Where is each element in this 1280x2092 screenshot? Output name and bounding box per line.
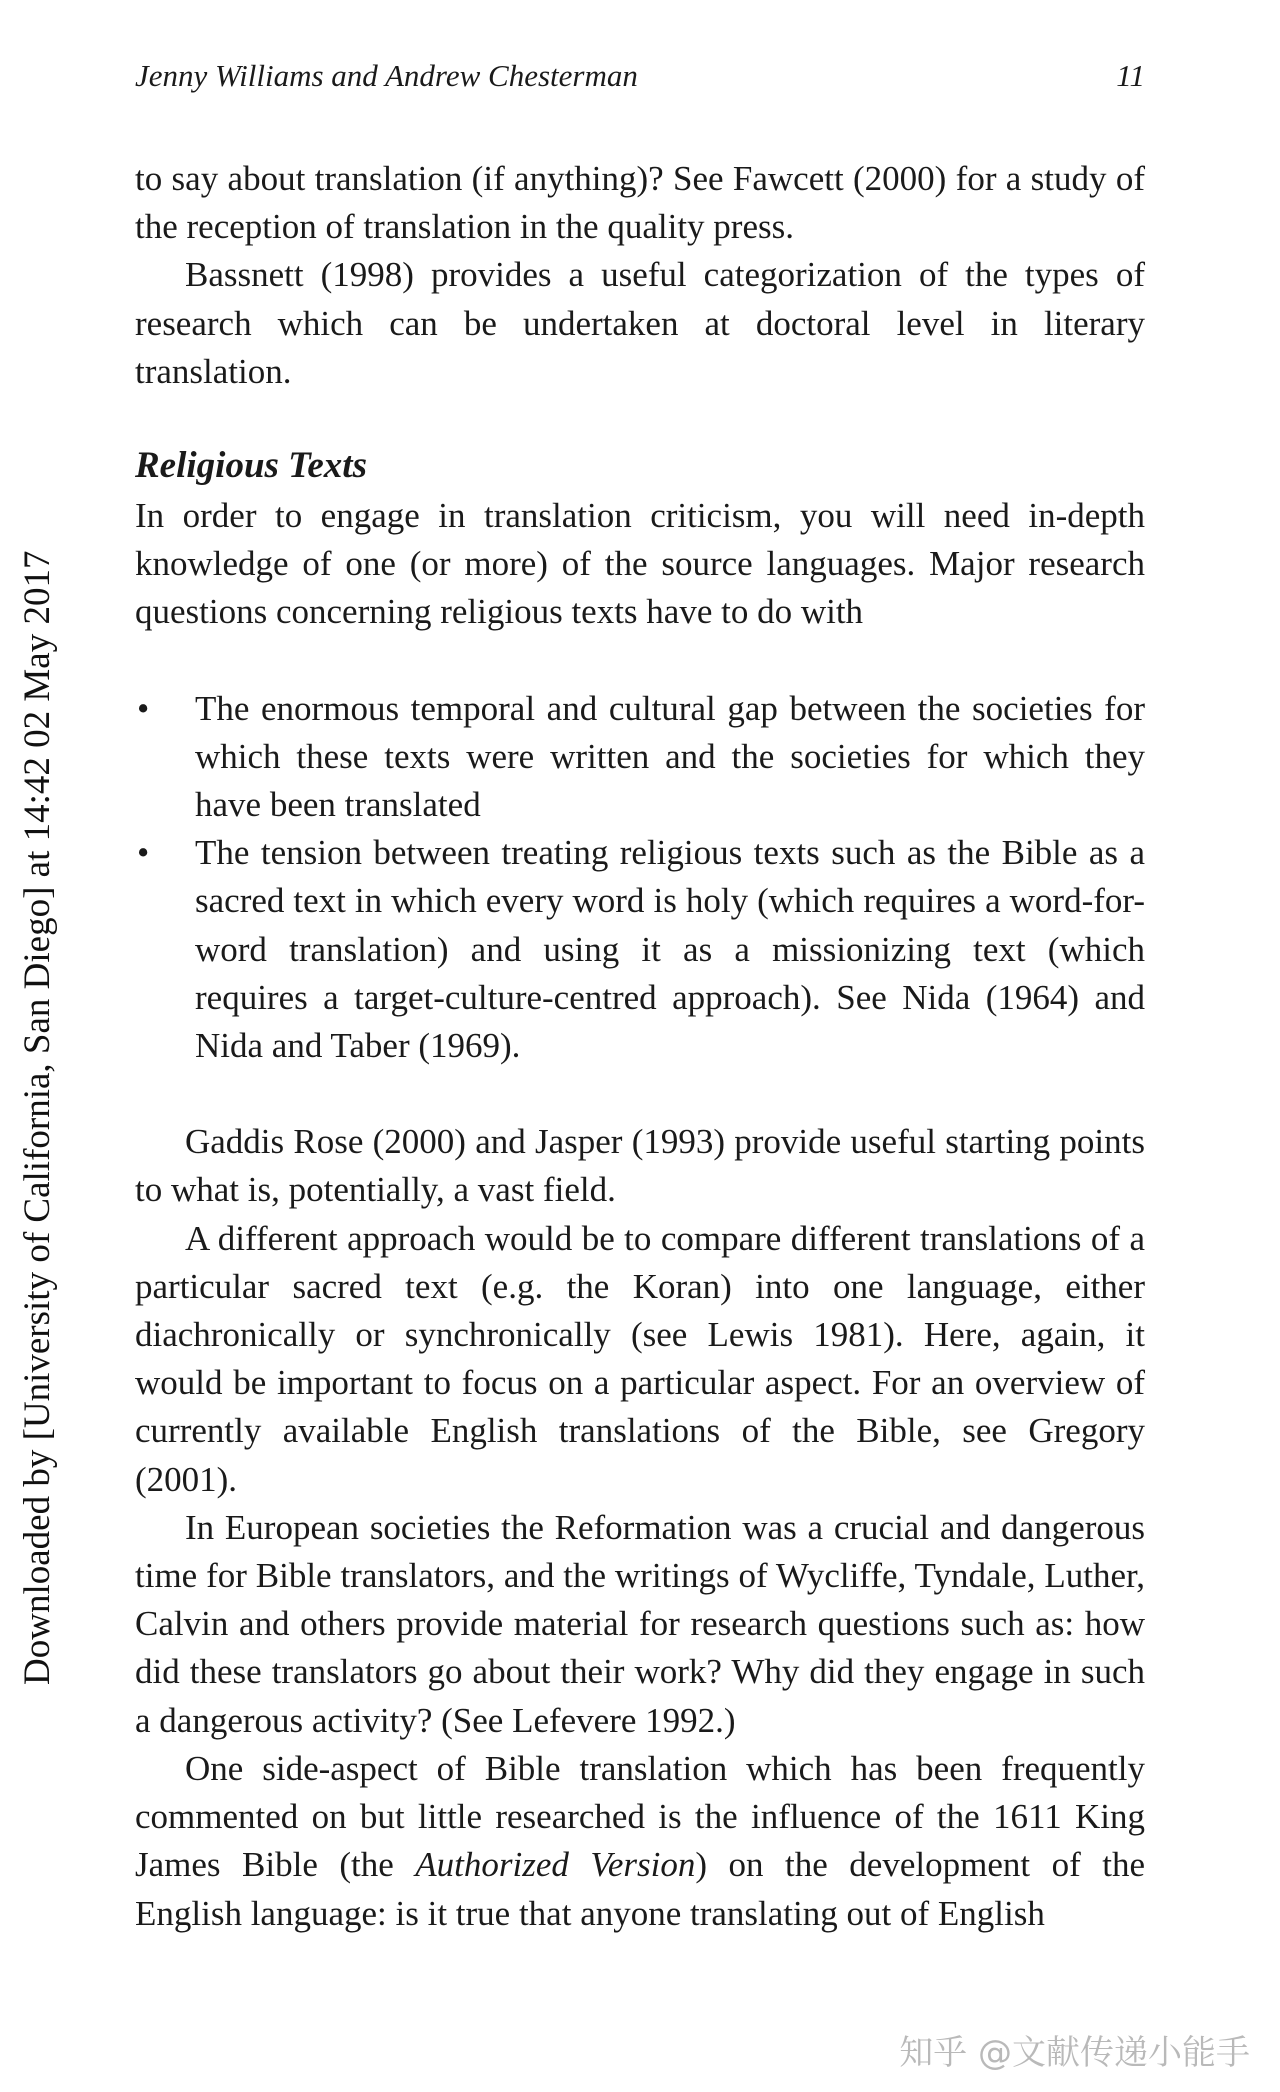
running-head	[135, 56, 1145, 96]
page-body	[135, 155, 1145, 1938]
watermark: 知乎 @文献传递小能手	[899, 2033, 1250, 2073]
paragraph: In European societies the Reformation was a crucial and dangerous time for Bible translators, and the writings of Wycliffe, Tyndale, Luther, Calvin and others provide material for research questions such as: how did these translators go about their work? Why did they engage in such a dangerous activity? (See Lefevere 1992.)	[135, 1507, 1145, 1740]
section-heading: Religious Texts	[135, 445, 367, 487]
list-item-text: The tension between treating religious texts such as the Bible as a sacred text in which every word is holy (which requires a word-for-word translation) and using it as a missionizing text (which requires a target-culture-centred approach). See Nida (1964) and Nida and Taber (1969).	[195, 833, 1145, 1066]
download-stamp: Downloaded by [University of California, San Diego] at 14:42 02 May 2017	[17, 550, 58, 1685]
paragraph: A different approach would be to compare different translations of a particular sacred text (e.g. the Koran) into one language, either diachronically or synchronically (see Lewis 1981). Here, again, it would be important to focus on a particular aspect. For an overview of currently available English translations of the Bible, see Gregory (2001).	[135, 1218, 1145, 1499]
book-title: Authorized Version	[415, 1845, 696, 1885]
paragraph: Gaddis Rose (2000) and Jasper (1993) provide useful starting points to what is, potentially, a vast field.	[135, 1122, 1145, 1210]
paragraph	[135, 1745, 1145, 1938]
running-head-authors: Jenny Williams and Andrew Chesterman	[135, 58, 638, 93]
paragraph: Bassnett (1998) provides a useful categorization of the types of research which can be undertaken at doctoral level in literary translation.	[135, 255, 1145, 391]
paragraph-text: One side-aspect of Bible translation which has been frequently commented on but little researched is the influence of the 1611 King James Bible (the	[135, 1748, 1145, 1885]
bullet-icon: •	[137, 688, 150, 728]
paragraph-text: ) on the development of the English language: is it true that anyone translating out of English	[135, 1845, 1145, 1933]
page-number: 11	[1116, 58, 1145, 93]
list-item	[135, 829, 1145, 1070]
list-item-text: The enormous temporal and cultural gap between the societies for which these texts were written and the societies for which they have been translated	[195, 688, 1145, 825]
bullet-icon: •	[137, 833, 150, 873]
paragraph: to say about translation (if anything)? See Fawcett (2000) for a study of the reception of translation in the quality press.	[135, 159, 1145, 247]
list-item	[135, 685, 1145, 830]
paragraph: In order to engage in translation criticism, you will need in-depth knowledge of one (or more) of the source languages. Major research questions concerning religious texts have to do with	[135, 496, 1145, 632]
bullet-list	[135, 685, 1145, 1071]
